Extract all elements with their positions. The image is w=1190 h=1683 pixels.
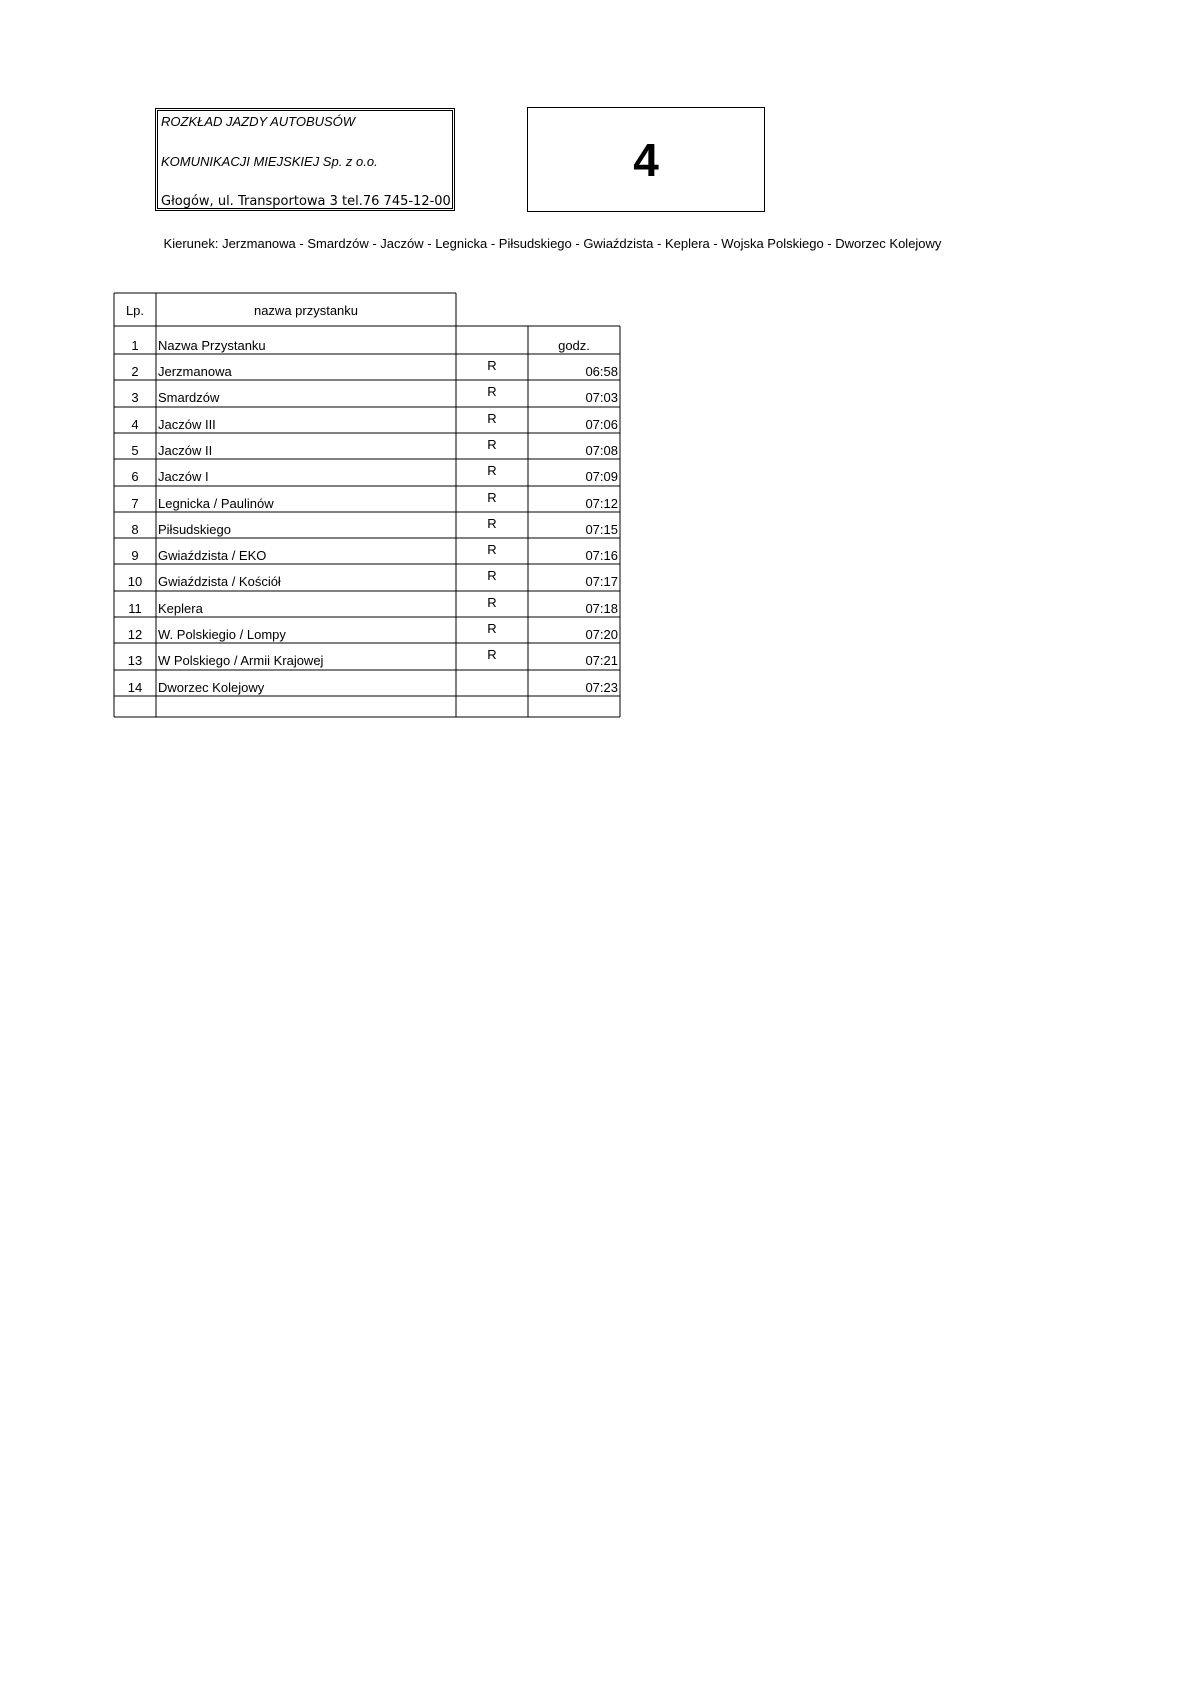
row-stop-name: Keplera xyxy=(158,601,203,616)
row-time: 07:09 xyxy=(585,469,618,484)
row-lp: 12 xyxy=(127,627,143,642)
row-mark: R xyxy=(487,516,497,531)
row-lp: 4 xyxy=(131,417,139,432)
row-time: 06:58 xyxy=(585,364,618,379)
row-mark: R xyxy=(487,490,497,505)
subheader-lp: 1 xyxy=(131,338,139,353)
row-stop-name: Gwiaździsta / EKO xyxy=(158,548,267,563)
row-lp: 5 xyxy=(131,443,139,458)
row-stop-name: Jaczów I xyxy=(158,469,209,484)
row-lp: 2 xyxy=(131,364,139,379)
row-mark: R xyxy=(487,437,497,452)
line-number: 4 xyxy=(633,133,659,186)
column-header-lp: Lp. xyxy=(125,303,145,318)
row-lp: 9 xyxy=(131,548,139,563)
subheader-time: godz. xyxy=(558,338,590,353)
row-stop-name: Dworzec Kolejowy xyxy=(158,680,265,695)
row-mark: R xyxy=(487,595,497,610)
row-lp: 14 xyxy=(127,680,143,695)
row-time: 07:20 xyxy=(585,627,618,642)
row-time: 07:17 xyxy=(585,574,618,589)
row-mark: R xyxy=(487,542,497,557)
row-lp: 11 xyxy=(128,601,142,616)
row-time: 07:16 xyxy=(585,548,618,563)
row-lp: 13 xyxy=(127,653,143,668)
row-time: 07:08 xyxy=(585,443,618,458)
column-header-stop-name: nazwa przystanku xyxy=(253,303,359,318)
row-time: 07:15 xyxy=(585,522,618,537)
row-stop-name: Jaczów III xyxy=(158,417,216,432)
row-lp: 3 xyxy=(131,390,139,405)
row-stop-name: Legnicka / Paulinów xyxy=(158,496,274,511)
header-title: ROZKŁAD JAZDY AUTOBUSÓW xyxy=(161,114,356,129)
row-stop-name: Gwiaździsta / Kościół xyxy=(158,574,281,589)
row-stop-name: Jerzmanowa xyxy=(158,364,232,379)
row-stop-name: Piłsudskiego xyxy=(158,522,231,537)
row-time: 07:06 xyxy=(585,417,618,432)
row-time: 07:23 xyxy=(585,680,618,695)
row-mark: R xyxy=(487,568,497,583)
row-time: 07:12 xyxy=(585,496,618,511)
row-lp: 10 xyxy=(127,574,143,589)
row-stop-name: W. Polskiegio / Lompy xyxy=(158,627,286,642)
row-stop-name: W Polskiego / Armii Krajowej xyxy=(158,653,324,668)
header-address: Głogów, ul. Transportowa 3 tel.76 745-12-00 xyxy=(161,194,451,209)
row-mark: R xyxy=(487,621,497,636)
row-time: 07:03 xyxy=(585,390,618,405)
subheader-stop-name: Nazwa Przystanku xyxy=(158,338,266,353)
row-lp: 7 xyxy=(131,496,139,511)
row-mark: R xyxy=(487,463,497,478)
row-mark: R xyxy=(487,411,497,426)
row-stop-name: Smardzów xyxy=(158,390,220,405)
row-mark: R xyxy=(487,358,497,373)
row-time: 07:21 xyxy=(585,653,618,668)
direction-text: Kierunek: Jerzmanowa - Smardzów - Jaczów - Legnicka - Piłsudskiego - Gwiaździsta - Keplera - Wojska Polskiego - Dworzec Kolejowy xyxy=(163,236,942,251)
row-mark: R xyxy=(487,384,497,399)
row-time: 07:18 xyxy=(585,601,618,616)
row-lp: 6 xyxy=(131,469,139,484)
row-mark: R xyxy=(487,647,497,662)
header-company: KOMUNIKACJI MIEJSKIEJ Sp. z o.o. xyxy=(161,154,378,169)
row-lp: 8 xyxy=(131,522,139,537)
row-stop-name: Jaczów II xyxy=(158,443,213,458)
